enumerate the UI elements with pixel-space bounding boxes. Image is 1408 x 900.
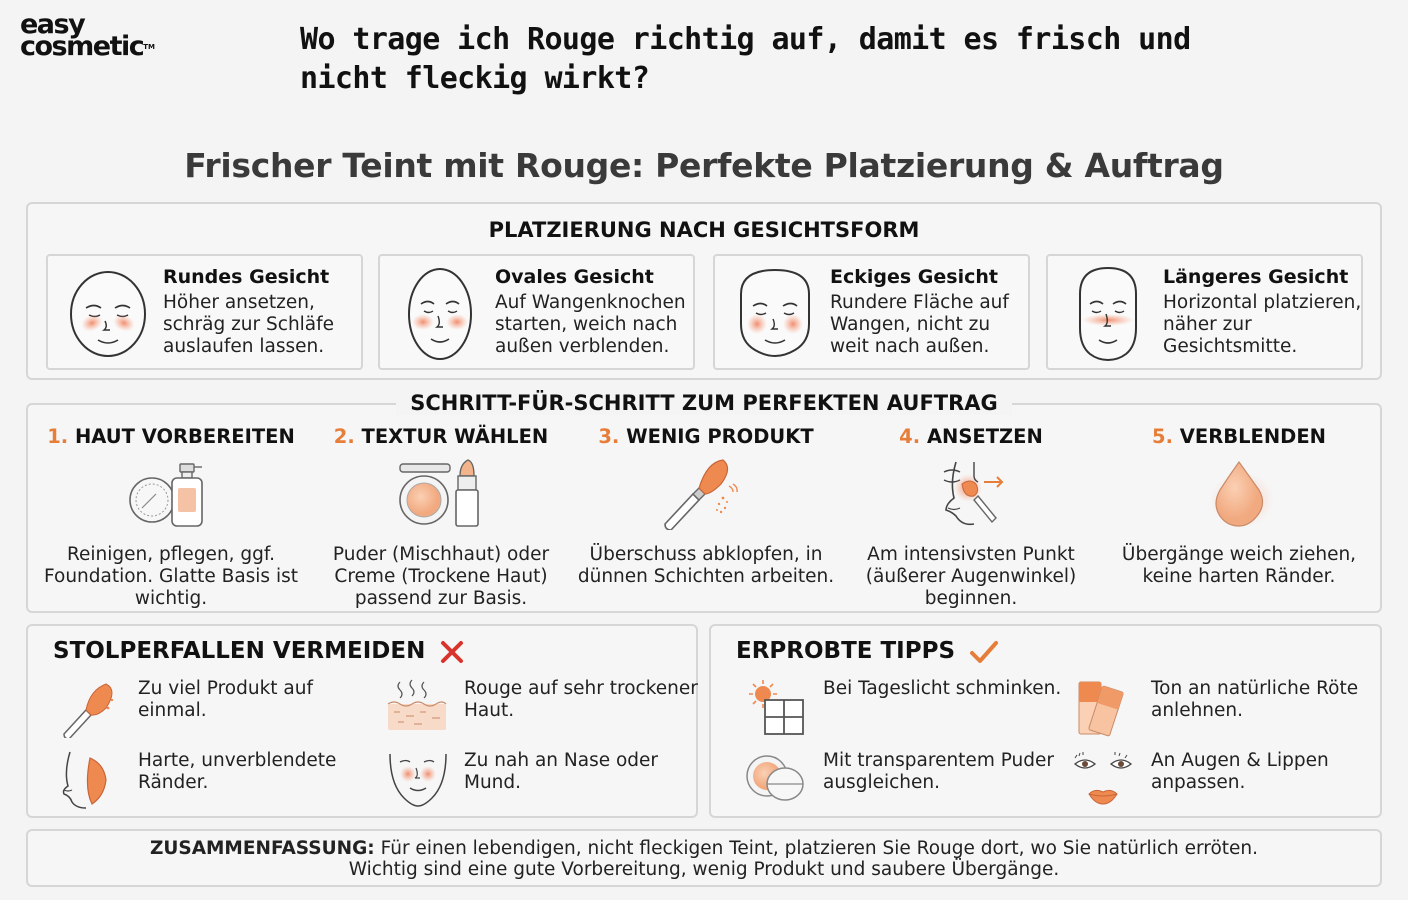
step-title: [310, 425, 572, 448]
pitfalls-heading-text: STOLPERFALLEN VERMEIDEN: [53, 638, 426, 664]
step-title-text: VERBLENDEN: [1179, 425, 1326, 448]
tip-item: [745, 750, 1055, 810]
page-title: Frischer Teint mit Rouge: Perfekte Platzierung & Auftrag: [184, 146, 1224, 185]
step-text: Überschuss abklopfen, in dünnen Schichten arbeiten.: [577, 544, 835, 587]
step-text: Am intensivsten Punkt (äußerer Augenwinkel) beginnen.: [865, 544, 1077, 609]
placement-panel: [26, 202, 1382, 380]
hard-edge-face-icon: [60, 750, 120, 810]
step-5: [1108, 425, 1370, 588]
step-title-text: HAUT VORBEREITEN: [74, 425, 295, 448]
step-3: [575, 425, 837, 588]
face-card-square: [713, 254, 1030, 370]
face-card-title: Rundes Gesicht: [163, 266, 330, 288]
face-card-title: Ovales Gesicht: [495, 266, 654, 288]
step-title-text: WENIG PRODUKT: [626, 425, 814, 448]
summary-line-1: [28, 838, 1380, 859]
step-4: [840, 425, 1102, 610]
orange-check-icon: [969, 639, 999, 665]
brush-icon: [661, 458, 751, 530]
step-2: [310, 425, 572, 610]
pitfall-text: Zu nah an Nase oder Mund.: [464, 750, 659, 793]
pitfall-text: Harte, unverblendete Ränder.: [138, 750, 337, 793]
question-heading: Wo trage ich Rouge richtig auf, damit es frisch und nicht fleckig wirkt?: [300, 22, 1191, 96]
tip-text: Bei Tageslicht schminken.: [823, 678, 1062, 699]
center-blush-face-icon: [386, 750, 450, 810]
square-face-icon: [729, 264, 821, 364]
powder-lipstick-icon: [396, 458, 486, 530]
oval-face-icon: [394, 264, 486, 364]
step-text: Reinigen, pflegen, ggf. Foundation. Glatte Basis ist wichtig.: [44, 544, 298, 609]
loaded-brush-icon: [60, 678, 120, 738]
tip-item: [745, 678, 1062, 738]
face-card-round: [46, 254, 363, 370]
sponge-icon: [1194, 458, 1284, 530]
face-card-title: Längeres Gesicht: [1163, 266, 1349, 288]
face-card-text: Höher ansetzen, schräg zur Schläfe auslaufen lassen.: [163, 292, 335, 357]
tip-item: [1073, 678, 1373, 738]
pitfall-item: [386, 678, 698, 738]
pitfall-item: [386, 750, 686, 810]
tips-heading-text: ERPROBTE TIPPS: [736, 638, 956, 664]
tip-item: [1073, 750, 1373, 810]
step-title: [575, 425, 837, 448]
pitfalls-panel: [26, 624, 698, 818]
summary-label: ZUSAMMENFASSUNG:: [149, 838, 375, 859]
steps-heading-text: SCHRITT-FÜR-SCHRITT ZUM PERFEKTEN AUFTRAG: [396, 391, 1012, 415]
tip-text: Ton an natürliche Röte anlehnen.: [1151, 678, 1359, 721]
face-card-text: Rundere Fläche auf Wangen, nicht zu weit nach außen.: [830, 292, 1009, 357]
pitfall-text: Rouge auf sehr trockener Haut.: [464, 678, 698, 721]
pitfall-item: [60, 678, 360, 738]
face-card-oval: [378, 254, 695, 370]
step-title: [840, 425, 1102, 448]
pitfalls-heading: [53, 638, 465, 665]
face-card-title: Eckiges Gesicht: [830, 266, 998, 288]
logo-line-2: [20, 31, 155, 62]
color-swatch-icon: [1073, 678, 1133, 738]
red-x-icon: [439, 639, 465, 665]
steps-heading: [28, 391, 1380, 415]
step-number: 3.: [598, 425, 620, 448]
long-face-icon: [1062, 264, 1154, 364]
tip-text: Mit transparentem Puder ausgleichen.: [823, 750, 1055, 793]
step-1: [40, 425, 302, 610]
step-title: [1108, 425, 1370, 448]
brand-logo: [20, 9, 155, 62]
skincare-icon: [126, 458, 216, 530]
eyes-lips-icon: [1073, 750, 1135, 810]
pitfall-item: [60, 750, 360, 810]
round-face-icon: [62, 264, 154, 364]
tip-text: An Augen & Lippen anpassen.: [1151, 750, 1329, 793]
logo-line-1: easy: [20, 9, 85, 40]
tips-heading: [736, 638, 999, 665]
step-title: [40, 425, 302, 448]
step-number: 2.: [333, 425, 355, 448]
step-text: Übergänge weich ziehen, keine harten Ränder.: [1121, 544, 1357, 587]
step-text: Puder (Mischhaut) oder Creme (Trockene Haut) passend zur Basis.: [332, 544, 550, 609]
logo-word: cosmetic: [20, 31, 144, 62]
face-card-long: [1046, 254, 1363, 370]
step-number: 1.: [47, 425, 69, 448]
translucent-powder-icon: [745, 750, 807, 810]
placement-heading: PLATZIERUNG NACH GESICHTSFORM: [488, 218, 920, 242]
step-title-text: TEXTUR WÄHLEN: [361, 425, 549, 448]
daylight-window-icon: [745, 678, 807, 738]
face-card-text: Horizontal platzieren, näher zur Gesichtsmitte.: [1163, 292, 1362, 357]
steps-panel: [26, 391, 1382, 613]
summary-text-2: Wichtig sind eine gute Vorbereitung, wenig Produkt und saubere Übergänge.: [348, 859, 1060, 880]
face-card-text: Auf Wangenknochen starten, weich nach außen verblenden.: [495, 292, 686, 357]
step-title-text: ANSETZEN: [926, 425, 1043, 448]
tips-panel: [709, 624, 1382, 818]
summary-text-1: Für einen lebendigen, nicht fleckigen Teint, platzieren Sie Rouge dort, wo Sie natürlich erröten.: [380, 838, 1259, 859]
dry-skin-icon: [386, 678, 450, 738]
pitfall-text: Zu viel Produkt auf einmal.: [138, 678, 314, 721]
step-number: 5.: [1152, 425, 1173, 448]
summary-panel: [26, 829, 1382, 887]
trademark: TM: [143, 43, 155, 51]
face-brush-icon: [926, 458, 1016, 530]
step-number: 4.: [899, 425, 921, 448]
